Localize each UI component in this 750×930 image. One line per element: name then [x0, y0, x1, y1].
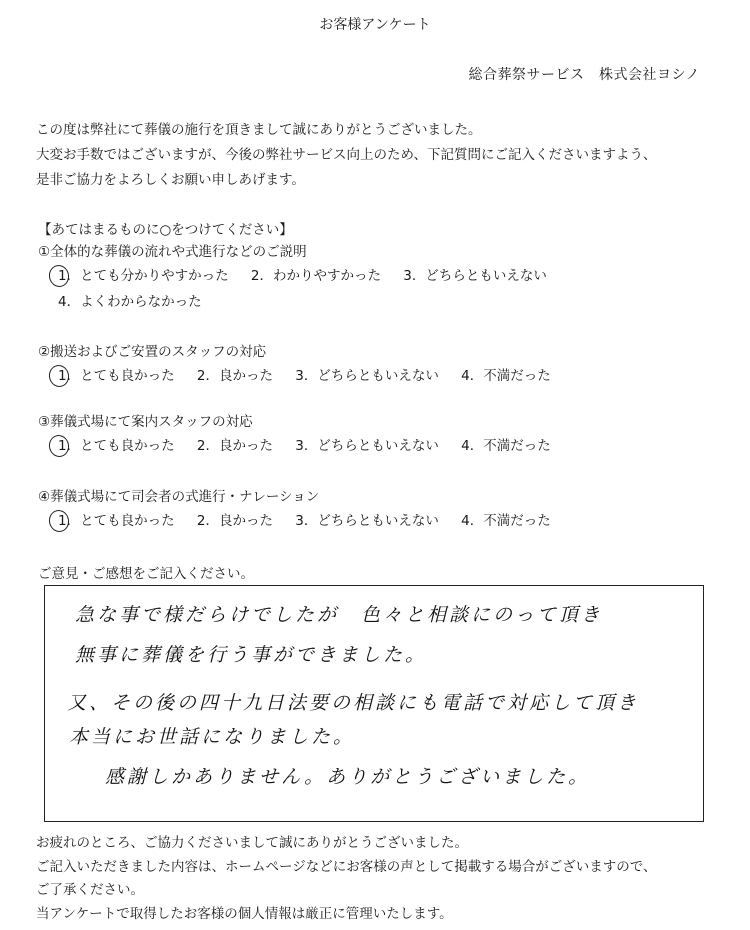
option-2[interactable]: 2．わかりやすかった — [250, 268, 381, 284]
handwritten-line: 急な事で様だらけでしたが 色々と相談にのって頂き — [75, 604, 603, 626]
option-1[interactable]: 1．とても分かりやすかった — [58, 268, 229, 284]
option-1[interactable]: 1．とても良かった — [58, 438, 175, 454]
footer-line: ご了承ください。 — [36, 882, 144, 898]
comment-label: ご意見・ご感想をご記入ください。 — [38, 566, 254, 582]
question-3 — [38, 411, 718, 459]
intro-line: 大変お手数ではございますが、今後の弊社サービス向上のため、下記質問にご記入くださいますよう、 — [36, 147, 657, 163]
option-1[interactable]: 1．とても良かった — [58, 368, 175, 384]
option-3[interactable]: 3．どちらともいえない — [403, 268, 547, 284]
option-2[interactable]: 2．良かった — [196, 368, 273, 384]
intro-line: この度は弊社にて葬儀の施行を頂きまして誠にありがとうございました。 — [36, 122, 482, 138]
company-name: 総合葬祭サービス 株式会社ヨシノ — [468, 67, 700, 83]
option-row — [38, 289, 718, 315]
option-1[interactable]: 1．とても良かった — [58, 513, 175, 529]
option-3[interactable]: 3．どちらともいえない — [295, 513, 439, 529]
question-1 — [38, 241, 718, 315]
question-4 — [38, 486, 718, 534]
option-row — [38, 363, 718, 389]
footer-line: 当アンケートで取得したお客様の個人情報は厳正に管理いたします。 — [36, 905, 453, 922]
question-text: ②搬送およびご安置のスタッフの対応 — [38, 344, 267, 360]
option-4[interactable]: 4．不満だった — [461, 513, 551, 529]
option-2[interactable]: 2．良かった — [196, 438, 273, 454]
option-3[interactable]: 3．どちらともいえない — [295, 368, 439, 384]
option-row — [38, 263, 718, 289]
footer-line: お疲れのところ、ご協力くださいまして誠にありがとうございました。 — [36, 835, 468, 851]
question-text: ③葬儀式場にて案内スタッフの対応 — [38, 414, 253, 430]
comment-box[interactable] — [44, 585, 704, 822]
intro-line: 是非ご協力をよろしくお願い申しあげます。 — [36, 172, 305, 188]
option-4[interactable]: 4．不満だった — [461, 368, 551, 384]
option-4[interactable]: 4．よくわからなかった — [58, 294, 202, 310]
footer-line: ご記入いただきました内容は、ホームページなどにお客様の声として掲載する場合がございますので、 — [36, 858, 657, 875]
handwritten-line: 又、その後の四十九日法要の相談にも電話で対応して頂き — [67, 692, 640, 714]
option-3[interactable]: 3．どちらともいえない — [295, 438, 439, 454]
option-row — [38, 433, 718, 459]
option-row — [38, 508, 718, 534]
question-text: ①全体的な葬儀の流れや式進行などのご説明 — [38, 244, 307, 260]
handwritten-line: 無事に葬儀を行う事ができました。 — [75, 644, 428, 666]
intro-paragraph — [36, 118, 726, 193]
handwritten-line: 本当にお世話になりました。 — [69, 726, 356, 748]
instruction-text: 【あてはまるものに○をつけてください】 — [38, 222, 293, 238]
footer-notes — [36, 832, 726, 926]
page-title: お客様アンケート — [319, 17, 431, 33]
option-4[interactable]: 4．不満だった — [461, 438, 551, 454]
question-2 — [38, 341, 718, 389]
question-text: ④葬儀式場にて司会者の式進行・ナレーション — [38, 489, 320, 505]
option-2[interactable]: 2．良かった — [196, 513, 273, 529]
handwritten-line: 感謝しかありません。ありがとうございました。 — [105, 766, 591, 788]
